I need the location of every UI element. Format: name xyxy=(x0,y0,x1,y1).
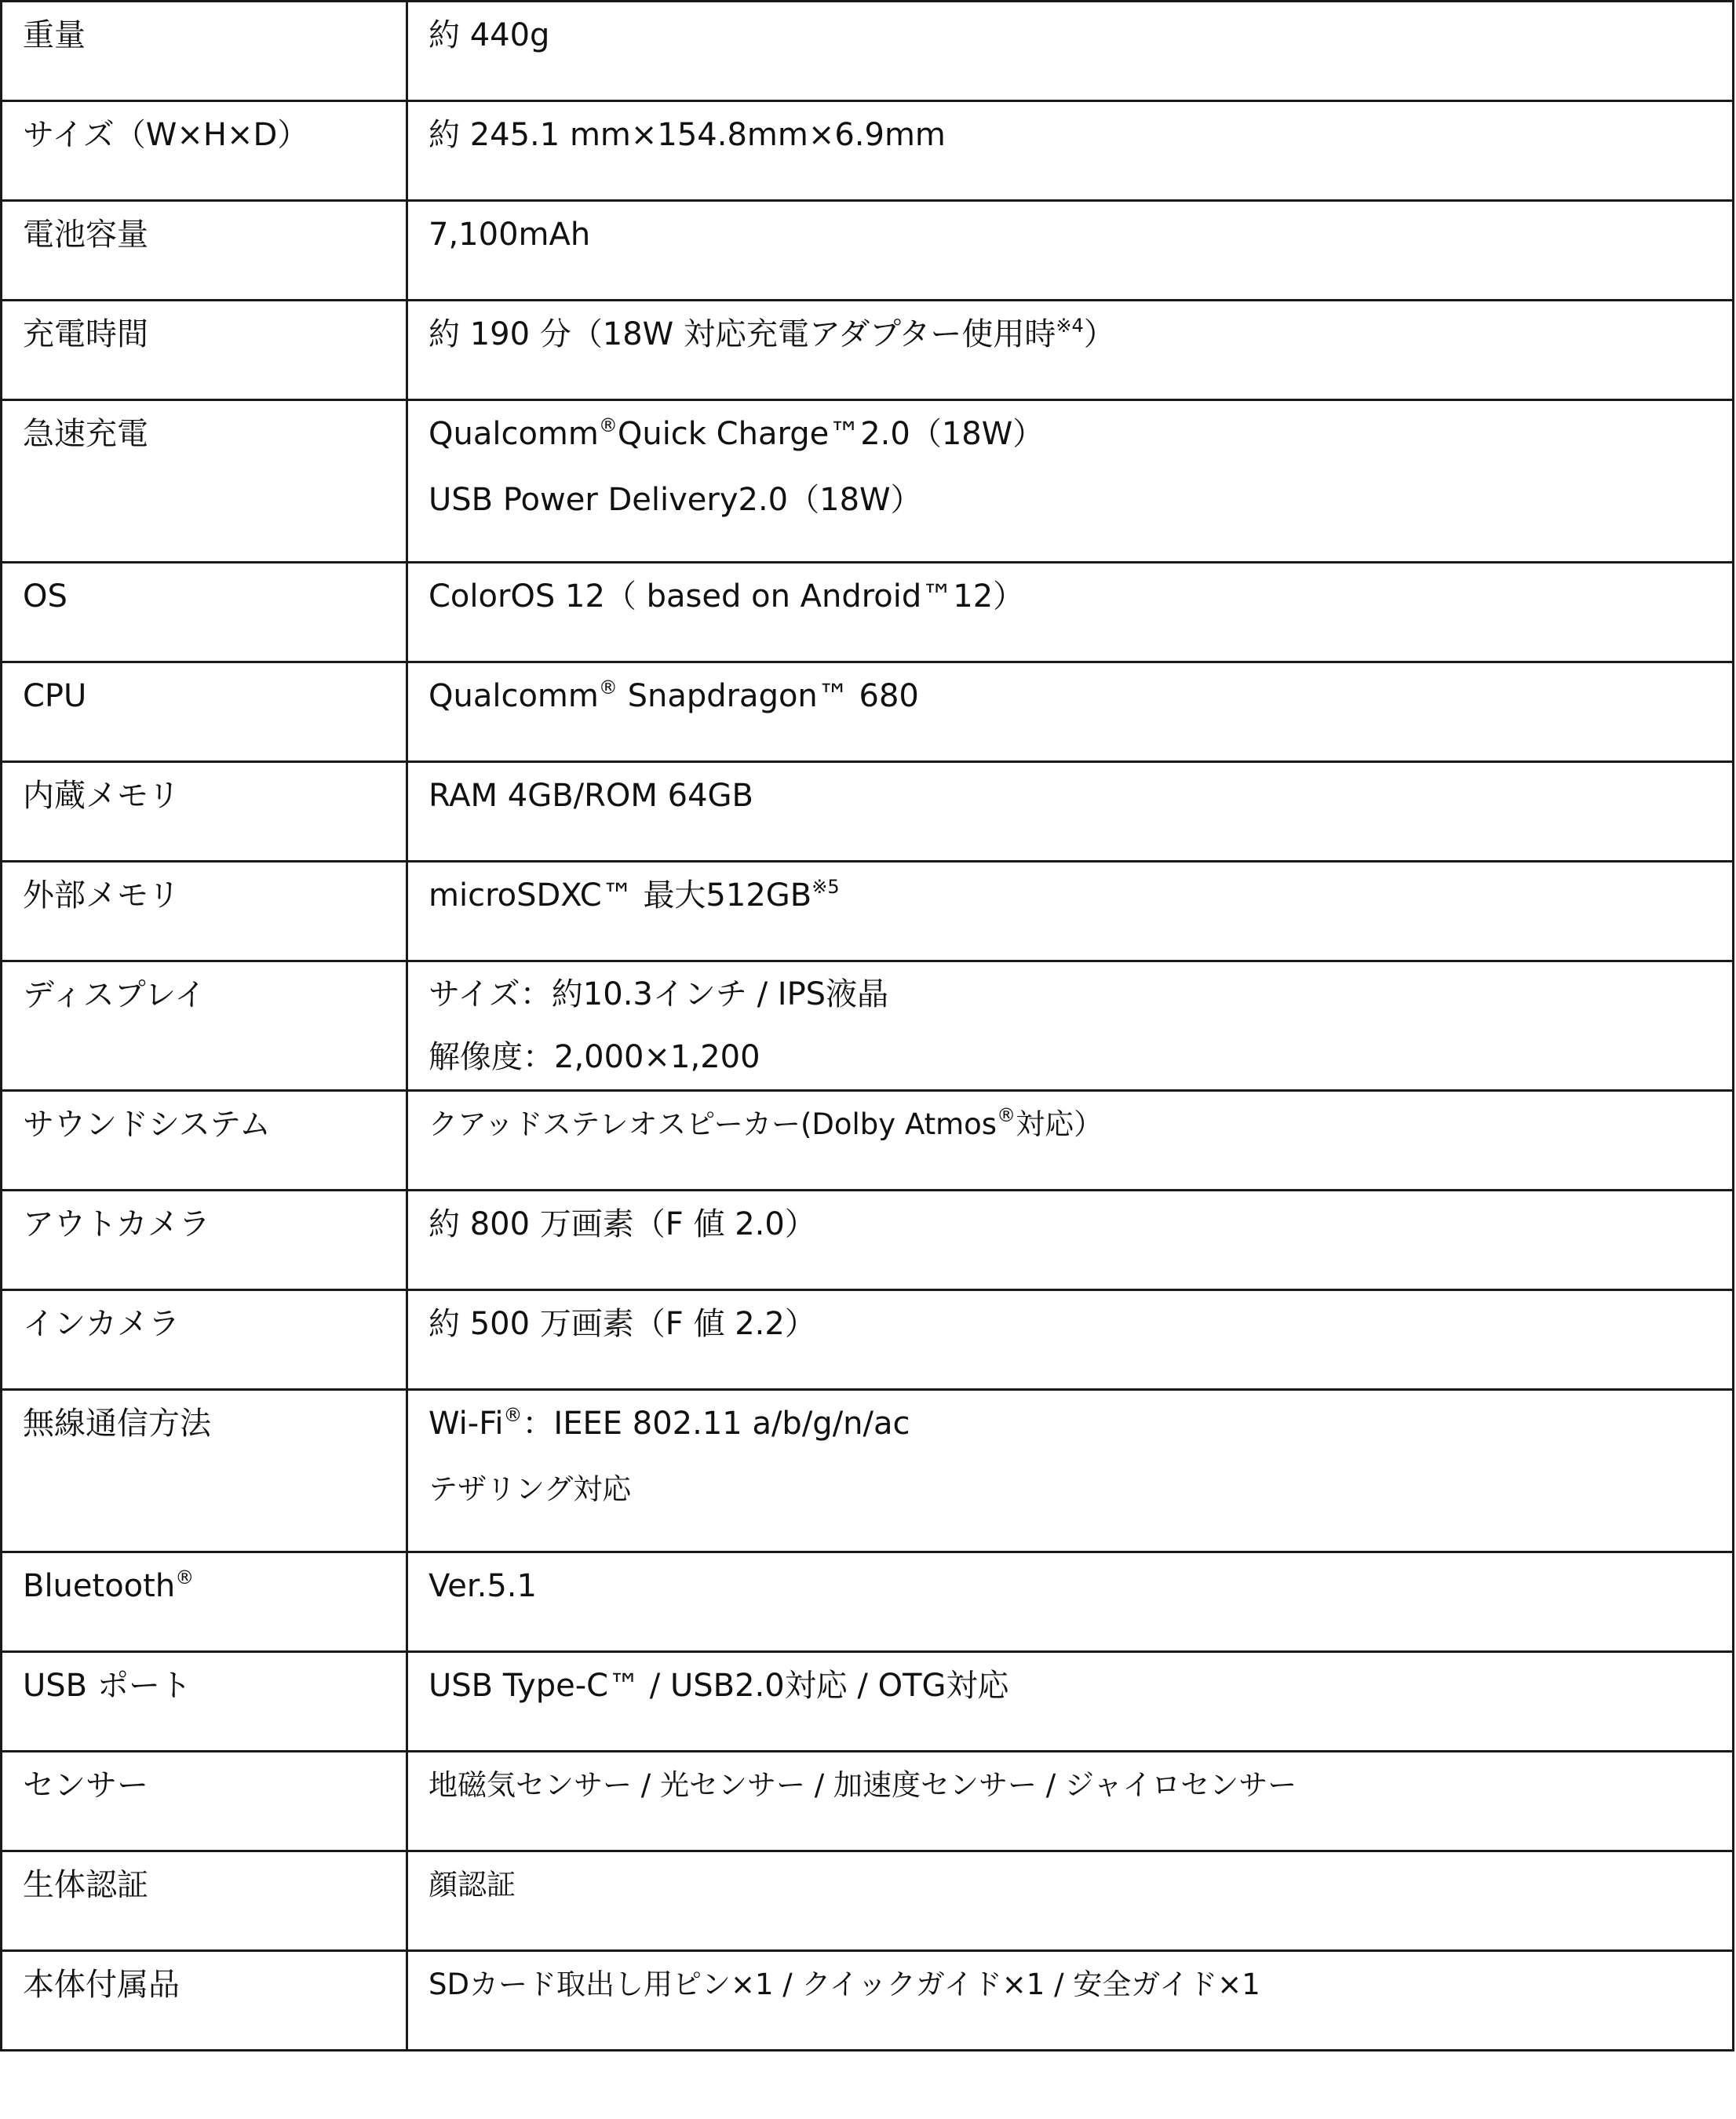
row-value-biometric xyxy=(407,1851,1734,1951)
row-value-external-memory xyxy=(407,862,1734,961)
table-row xyxy=(2,2,1734,101)
value-tail: ） xyxy=(1083,316,1115,352)
value-line: 解像度：2,000×1,200 xyxy=(429,1039,760,1075)
row-value-usb-port xyxy=(407,1652,1734,1752)
value-line: RAM 4GB/ROM 64GB xyxy=(429,778,753,814)
row-label-internal-memory: 内蔵メモリ xyxy=(2,762,407,862)
value-tail: 対応） xyxy=(1016,1107,1103,1141)
row-label-display: ディスプレイ xyxy=(2,961,407,1091)
label-text: Bluetooth xyxy=(23,1568,176,1604)
value-text: microSDXC™ 最大512GB xyxy=(429,877,812,914)
value-text: Qualcomm xyxy=(429,678,599,714)
table-row xyxy=(2,101,1734,201)
value-line: ColorOS 12（ based on Android™12） xyxy=(429,578,1025,615)
table-row xyxy=(2,961,1734,1091)
table-row xyxy=(2,1390,1734,1552)
table-row xyxy=(2,1951,1734,2051)
table-row xyxy=(2,1091,1734,1191)
row-value-wireless xyxy=(407,1390,1734,1552)
registered-mark: ® xyxy=(175,1566,195,1588)
table-row xyxy=(2,301,1734,400)
row-value-sound-system xyxy=(407,1091,1734,1191)
row-label-fast-charge: 急速充電 xyxy=(2,400,407,563)
value-line: サイズ：約10.3インチ / IPS液晶 xyxy=(429,976,889,1012)
value-tail: Quick Charge™2.0（18W） xyxy=(617,416,1045,452)
table-row xyxy=(2,201,1734,301)
row-label-battery: 電池容量 xyxy=(2,201,407,301)
registered-mark: ® xyxy=(598,677,618,698)
row-label-weight: 重量 xyxy=(2,2,407,101)
row-label-sound-system: サウンドシステム xyxy=(2,1091,407,1191)
value-line: 地磁気センサー / 光センサー / 加速度センサー / ジャイロセンサー xyxy=(429,1768,1297,1802)
row-label-os: OS xyxy=(2,563,407,662)
value-line xyxy=(429,863,1732,928)
value-line: 7,100mAh xyxy=(429,217,591,253)
value-line xyxy=(429,401,1732,467)
value-line: 約 500 万画素（F 値 2.2） xyxy=(429,1306,816,1342)
table-row xyxy=(2,1652,1734,1752)
row-label-wireless: 無線通信方法 xyxy=(2,1390,407,1552)
value-line: 約 800 万画素（F 値 2.0） xyxy=(429,1206,816,1242)
value-line: USB Type-C™ / USB2.0対応 / OTG対応 xyxy=(429,1668,1009,1704)
row-value-cpu xyxy=(407,662,1734,762)
row-value-rear-camera xyxy=(407,1191,1734,1290)
value-line: 約 440g xyxy=(429,17,550,53)
row-value-accessories xyxy=(407,1951,1734,2051)
row-value-size xyxy=(407,101,1734,201)
row-label-usb-port: USB ポート xyxy=(2,1652,407,1752)
row-label-front-camera: インカメラ xyxy=(2,1290,407,1390)
row-label-cpu: CPU xyxy=(2,662,407,762)
value-text: 約 190 分（18W 対応充電アダプター使用時 xyxy=(429,316,1056,352)
row-value-os xyxy=(407,563,1734,662)
value-line: SDカード取出し用ピン×1 / クイックガイド×1 / 安全ガイド×1 xyxy=(429,1968,1260,2001)
row-value-fast-charge xyxy=(407,400,1734,563)
row-value-display xyxy=(407,961,1734,1091)
value-tail: Snapdragon™ 680 xyxy=(617,678,919,714)
row-value-internal-memory xyxy=(407,762,1734,862)
value-line: 約 245.1 mm×154.8mm×6.9mm xyxy=(429,117,946,153)
value-line xyxy=(429,663,1732,729)
row-label-external-memory: 外部メモリ xyxy=(2,862,407,961)
value-line: Ver.5.1 xyxy=(429,1568,537,1604)
table-row xyxy=(2,1851,1734,1951)
value-tail: ：IEEE 802.11 a/b/g/n/ac xyxy=(522,1406,910,1442)
footnote-mark: ※4 xyxy=(1056,315,1084,337)
row-value-front-camera xyxy=(407,1290,1734,1390)
registered-mark: ® xyxy=(503,1404,523,1426)
registered-mark: ® xyxy=(598,414,618,436)
value-text: クアッドステレオスピーカー(Dolby Atmos xyxy=(429,1107,997,1141)
row-value-sensors xyxy=(407,1752,1734,1851)
row-label-rear-camera: アウトカメラ xyxy=(2,1191,407,1290)
row-label-sensors: センサー xyxy=(2,1752,407,1851)
row-label-bluetooth xyxy=(2,1552,407,1652)
table-row xyxy=(2,1191,1734,1290)
value-text: Wi-Fi xyxy=(429,1406,504,1442)
table-row xyxy=(2,762,1734,862)
table-row xyxy=(2,862,1734,961)
row-value-weight xyxy=(407,2,1734,101)
footnote-mark: ※5 xyxy=(811,876,840,898)
row-label-size: サイズ（W×H×D） xyxy=(2,101,407,201)
table-row xyxy=(2,1552,1734,1652)
table-row xyxy=(2,1752,1734,1851)
table-row xyxy=(2,1290,1734,1390)
row-value-bluetooth xyxy=(407,1552,1734,1652)
row-label-charge-time: 充電時間 xyxy=(2,301,407,400)
registered-mark: ® xyxy=(997,1104,1016,1126)
row-value-battery xyxy=(407,201,1734,301)
value-line xyxy=(429,1391,1732,1457)
row-value-charge-time xyxy=(407,301,1734,400)
value-line: USB Power Delivery2.0（18W） xyxy=(429,482,922,518)
table-row xyxy=(2,563,1734,662)
row-label-accessories: 本体付属品 xyxy=(2,1951,407,2051)
table-row xyxy=(2,662,1734,762)
value-line: 顔認証 xyxy=(429,1868,516,1902)
row-label-biometric: 生体認証 xyxy=(2,1851,407,1951)
table-row xyxy=(2,400,1734,563)
value-text: Qualcomm xyxy=(429,416,599,452)
value-line: テザリング対応 xyxy=(429,1472,632,1506)
value-line xyxy=(429,1092,1732,1158)
value-line xyxy=(429,301,1732,367)
